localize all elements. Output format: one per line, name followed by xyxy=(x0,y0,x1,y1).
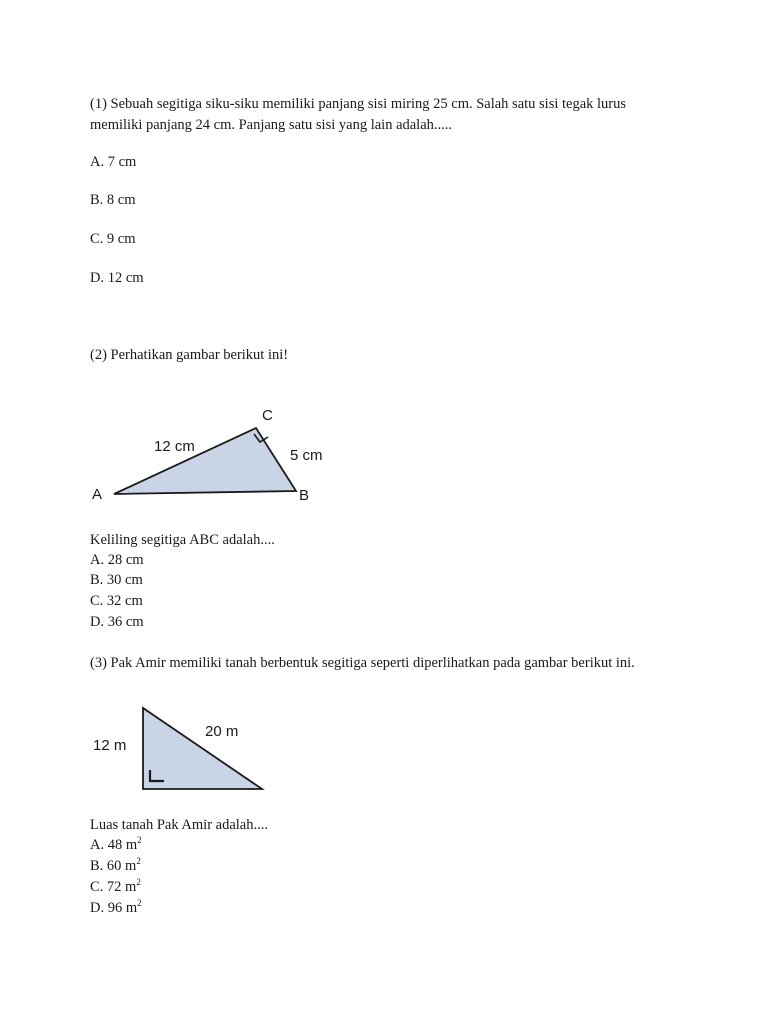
q2-option-b: B. 30 cm xyxy=(90,572,143,588)
q3-option-b-exponent: 2 xyxy=(136,856,141,867)
q3-question: Luas tanah Pak Amir adalah.... xyxy=(90,817,268,833)
q3-side-vertical-label: 12 m xyxy=(93,737,127,754)
q3-option-d-text: D. 96 m xyxy=(90,900,138,916)
q2-vertex-c-label: C xyxy=(262,407,273,424)
q3-option-c-text: C. 72 m xyxy=(90,879,137,895)
q3-option-a-exponent: 2 xyxy=(137,835,142,846)
q2-side-ac-label: 12 cm xyxy=(154,438,195,455)
q3-side-hypotenuse-label: 20 m xyxy=(205,723,239,740)
q1-text-line-2: memiliki panjang 24 cm. Panjang satu sisi yang lain adalah..... xyxy=(90,117,453,133)
q3-option-a-text: A. 48 m xyxy=(90,837,138,853)
q3-triangle-figure xyxy=(88,700,278,796)
q2-side-bc-label: 5 cm xyxy=(290,447,323,464)
q3-option-d-exponent: 2 xyxy=(137,898,142,909)
q2-option-a: A. 28 cm xyxy=(90,552,144,568)
q1-text-line-1: (1) Sebuah segitiga siku-siku memiliki panjang sisi miring 25 cm. Salah satu sisi tegak lurus xyxy=(90,96,627,112)
q3-option-d xyxy=(90,898,142,919)
q1-option-c: C. 9 cm xyxy=(90,231,136,247)
q2-triangle-figure xyxy=(80,398,340,510)
q1-option-d: D. 12 cm xyxy=(90,270,144,286)
q3-option-c-exponent: 2 xyxy=(136,877,141,888)
q2-question: Keliling segitiga ABC adalah.... xyxy=(90,532,275,548)
q3-triangle-shape xyxy=(143,708,262,789)
q3-option-b xyxy=(90,856,141,877)
q3-option-c xyxy=(90,877,141,898)
q2-option-d: D. 36 cm xyxy=(90,614,144,630)
q3-option-b-text: B. 60 m xyxy=(90,858,137,874)
q2-triangle-shape xyxy=(114,428,296,494)
q3-prompt: (3) Pak Amir memiliki tanah berbentuk segitiga seperti diperlihatkan pada gambar berikut ini. xyxy=(90,655,635,671)
q1-option-b: B. 8 cm xyxy=(90,192,136,208)
q2-option-c: C. 32 cm xyxy=(90,593,143,609)
q2-vertex-a-label: A xyxy=(92,486,103,503)
q2-vertex-b-label: B xyxy=(299,487,310,504)
q2-prompt: (2) Perhatikan gambar berikut ini! xyxy=(90,347,289,363)
q1-option-a: A. 7 cm xyxy=(90,154,137,170)
q3-option-a xyxy=(90,835,142,856)
